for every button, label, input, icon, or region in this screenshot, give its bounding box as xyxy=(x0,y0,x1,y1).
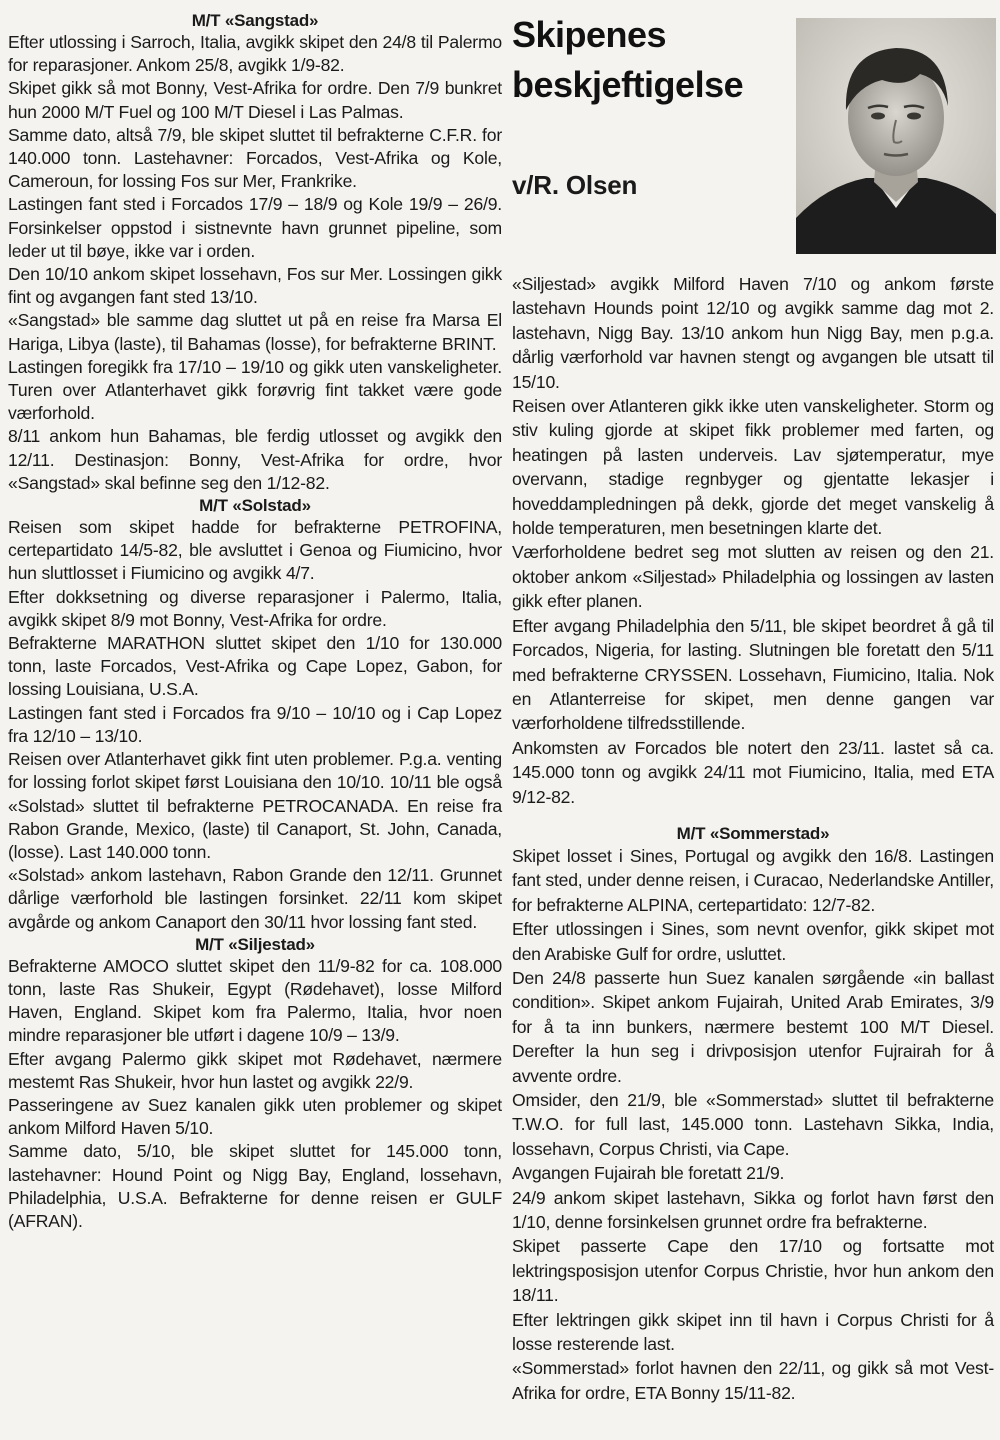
right-column xyxy=(512,10,994,1405)
paragraph: Skipet gikk så mot Bonny, Vest-Afrika for ordre. Den 7/9 bunkret hun 2000 M/T Fuel og 100 M/T Diesel i Las Palmas. xyxy=(8,78,502,122)
author-portrait-photo xyxy=(796,18,996,254)
paragraph: Avgangen Fujairah ble foretatt 21/9. xyxy=(512,1163,785,1184)
paragraph: Efter avgang Philadelphia den 5/11, ble skipet beordret å gå til Forcados, Nigeria, for lasting. Slutningen ble foretatt den 5/11 med befrakterne CRYSSEN. Lossehavn, Fiumicino, Italia. Nok en Atlanterreise for skipet, men denne gangen var værforholdene tilfredsstillende. xyxy=(512,615,994,734)
paragraph: 24/9 ankom skipet lastehavn, Sikka og forlot havn først den 1/10, denne forsinkelsen grunnet ordre fra befrakterne. xyxy=(512,1187,994,1233)
paragraph: Skipet losset i Sines, Portugal og avgikk den 16/8. Lastingen fant sted, under denne reisen, i Curacao, Nederlandske Antiller, for befrakterne ALPINA, certepartidato: 12/7-82. xyxy=(512,845,994,915)
paragraph: Lastingen foregikk fra 17/10 – 19/10 og gikk uten vanskeligheter. Turen over Atlanterhavet gikk forøvrig fint takket være gode værforhold. xyxy=(8,356,502,424)
paragraph: Efter avgang Palermo gikk skipet mot Rødehavet, nærmere mestemt Ras Shukeir, hvor hun lastet og avgikk 22/9. xyxy=(8,1048,502,1092)
paragraph: «Sommerstad» forlot havnen den 22/11, og gikk så mot Vest-Afrika for ordre, ETA Bonny 15/11-82. xyxy=(512,1358,994,1403)
paragraph: Reisen som skipet hadde for befrakterne PETROFINA, certepartidato 14/5-82, ble avsluttet i Genoa og Fiumicino, hvor hun sluttlosset i Fiumicino og avgikk 4/7. xyxy=(8,517,502,584)
paragraph: Efter lektringen gikk skipet inn til havn i Corpus Christi for å losse resterende last. xyxy=(512,1309,994,1355)
paragraph: Samme dato, altså 7/9, ble skipet sluttet til befrakterne C.F.R. for 140.000 tonn. Lastehavner: Forcados, Vest-Afrika og Kole, Cameroun, for lossing Fos sur Mer, Frankrike. xyxy=(8,124,502,192)
paragraph: Ankomsten av Forcados ble notert den 23/11. lastet så ca. 145.000 tonn og avgikk 24/11 mot Fiumicino, Italia, med ETA 9/12-82. xyxy=(512,737,994,807)
section-heading-sommerstad: M/T «Sommerstad» xyxy=(676,823,830,843)
paragraph: «Siljestad» avgikk Milford Haven 7/10 og ankom første lastehavn Hounds point 12/10 og avgikk samme dag mot 2. lastehavn, Nigg Bay. 13/10 ankom hun Nigg Bay, men p.g.a. dårlig værforhold var havnen stengt og avgangen ble utsatt til 15/10. xyxy=(512,274,994,392)
paragraph: Efter utlossing i Sarroch, Italia, avgikk skipet den 24/8 til Palermo for reparasjoner. Ankom 25/8, avgikk 1/9-82. xyxy=(8,32,502,76)
article-title-line-2: beskjeftigelse xyxy=(512,64,744,105)
paragraph: Befrakterne MARATHON sluttet skipet den 1/10 for 130.000 tonn, laste Forcados, Vest-Afrika og Cape Lopez, Gabon, for lossing Louisiana, U.S.A. xyxy=(8,633,502,700)
paragraph: Værforholdene bedret seg mot slutten av reisen og den 21. oktober ankom «Siljestad» Philadelphia og lossingen av lasten gikk efter planen. xyxy=(512,542,994,612)
paragraph: Den 24/8 passerte hun Suez kanalen sørgående «in ballast condition». Skipet ankom Fujairah, United Arab Emirates, 3/9 for å ta inn bunkers, nærmere bestemt 100 M/T Diesel. Derefter la hun seg i drivposisjon utenfor Fujrairah for å avvente ordre. xyxy=(512,967,994,1086)
byline: v/R. Olsen xyxy=(512,170,638,200)
paragraph: Reisen over Atlanterhavet gikk fint uten problemer. P.g.a. venting for lossing forlot skipet først Louisiana den 10/10. 10/11 ble også «Solstad» sluttet til befrakterne PETROCANADA. En reise fra Rabon Grande, Mexico, (laste) til Canaport, St. John, Canada, (losse). Last 140.000 tonn. xyxy=(8,749,502,862)
paragraph: Befrakterne AMOCO sluttet skipet den 11/9-82 for ca. 108.000 tonn, laste Ras Shukeir, Egypt (Rødehavet), losse Milford Haven, England. Skipet kom fra Palermo, Italia, hvor noen mindre reparasjoner ble utført i dagene 10/9 – 13/9. xyxy=(8,955,502,1046)
paragraph: Efter utlossingen i Sines, som nevnt ovenfor, gikk skipet mot den Arabiske Gulf for ordre, usluttet. xyxy=(512,919,994,964)
paragraph: «Solstad» ankom lastehavn, Rabon Grande den 12/11. Grunnet dårlige værforhold ble lastingen forsinket. 22/11 kom skipet avgårde og ankom Canaport den 30/11 hvor lossing fant sted. xyxy=(8,865,502,932)
section-heading-sangstad: M/T «Sangstad» xyxy=(191,11,319,30)
section-heading-siljestad: M/T «Siljestad» xyxy=(195,934,315,954)
portrait-image xyxy=(796,18,996,254)
paragraph: Lastingen fant sted i Forcados 17/9 – 18/9 og Kole 19/9 – 26/9. Forsinkelser oppstod i sistnevnte havn grunnet pipeline, som leder ut til bøye, ikke var i orden. xyxy=(8,194,502,261)
paragraph: Skipet passerte Cape den 17/10 og fortsatte mot lektringsposisjon utenfor Corpus Christie, hvor hun ankom den 18/11. xyxy=(512,1236,994,1306)
paragraph: Omsider, den 21/9, ble «Sommerstad» sluttet til befrakterne T.W.O. for full last, 145.000 tonn. Lastehavn Sikka, India, lossehavn, Corpus Christi, via Cape. xyxy=(512,1090,994,1159)
paragraph: 8/11 ankom hun Bahamas, ble ferdig utlosset og avgikk den 12/11. Destinasjon: Bonny, Vest-Afrika for ordre, hvor «Sangstad» skal befinne seg den 1/12-82. xyxy=(8,426,502,493)
paragraph: Den 10/10 ankom skipet lossehavn, Fos sur Mer. Lossingen gikk fint og avgangen fant sted 13/10. xyxy=(8,264,502,308)
left-column xyxy=(8,10,502,1233)
paragraph: Samme dato, 5/10, ble skipet sluttet for 145.000 tonn, lastehavner: Hound Point og Nigg Bay, England, lossehavn, Philadelphia, U.S.A. Befrakterne for denne reisen er GULF (AFRAN). xyxy=(8,1141,502,1231)
article-header xyxy=(512,10,994,262)
paragraph: Reisen over Atlanteren gikk ikke uten vanskeligheter. Storm og stiv kuling gjorde at skipet fikk problemer med farten, og heatingen på lasten underveis. Lav sjøtemperatur, mye overvann, stadige regnbyger og gjentatte lekasjer i hoveddampledningen på dekk, gjorde det meget vanskelig å holde temperaturen, men besetningen klarte det. xyxy=(512,396,994,539)
section-spacer xyxy=(512,809,994,823)
right-body xyxy=(512,272,994,1405)
section-heading-solstad: M/T «Solstad» xyxy=(199,496,311,516)
paragraph: Lastingen fant sted i Forcados fra 9/10 – 10/10 og i Cap Lopez fra 12/10 – 13/10. xyxy=(8,702,502,746)
article-title-line-1: Skipenes xyxy=(512,14,667,55)
paragraph: Efter dokksetning og diverse reparasjoner i Palermo, Italia, avgikk skipet 8/9 mot Bonny, Vest-Afrika for ordre. xyxy=(8,586,502,630)
paragraph: «Sangstad» ble samme dag sluttet ut på en reise fra Marsa El Hariga, Libya (laste), til Bahamas (losse), for befrakterne BRINT. xyxy=(8,310,502,354)
paragraph: Passeringene av Suez kanalen gikk uten problemer og skipet ankom Milford Haven 5/10. xyxy=(8,1094,502,1139)
